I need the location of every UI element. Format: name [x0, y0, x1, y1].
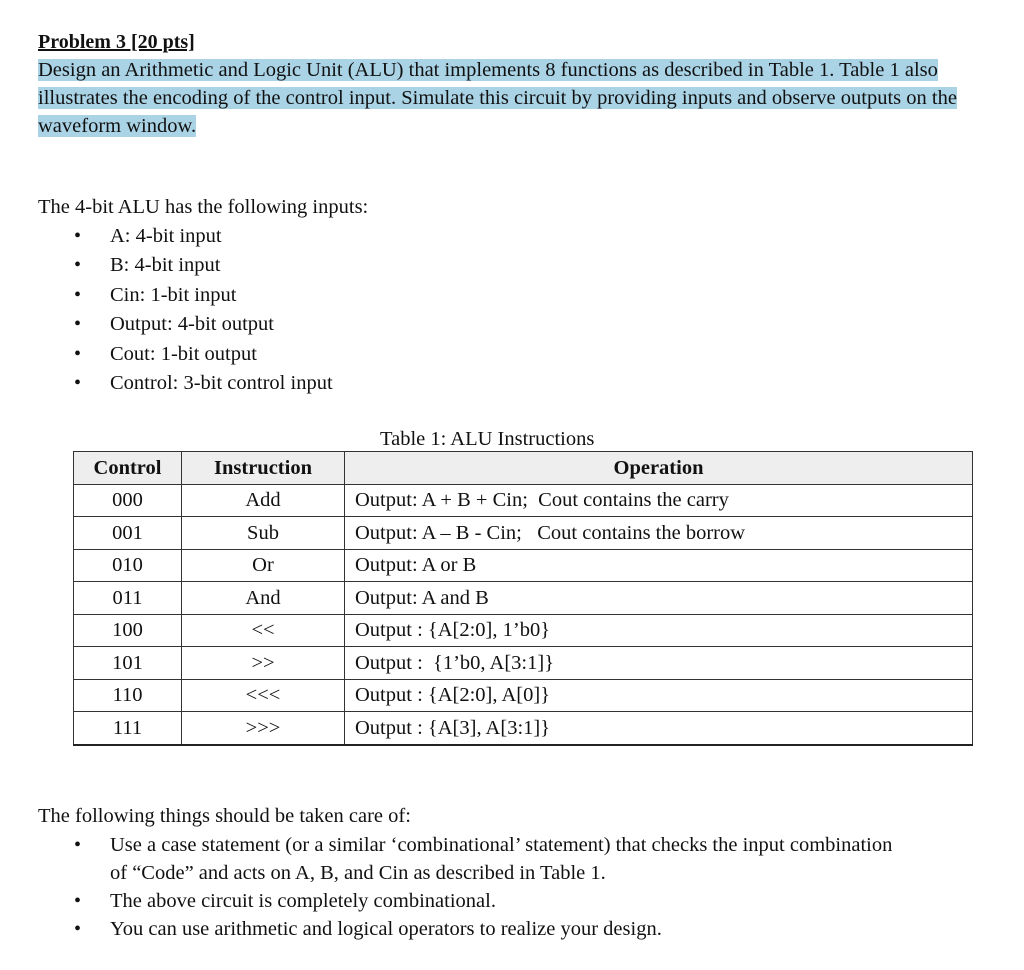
operation-cell: Output: A + B + Cin; Cout contains the carry	[345, 484, 973, 517]
instruction-cell: Sub	[182, 517, 345, 550]
inputs-lead: The 4-bit ALU has the following inputs:	[38, 196, 369, 218]
operation-cell: Output : {A[3], A[3:1]}	[345, 712, 973, 745]
instruction-cell: <<<	[182, 679, 345, 712]
header-instruction: Instruction	[182, 452, 345, 485]
list-item: • You can use arithmetic and logical operators to realize your design.	[38, 915, 910, 943]
table-row	[74, 647, 973, 680]
highlighted-intro-text[interactable]: Design an Arithmetic and Logic Unit (ALU) that implements 8 functions as described in Table 1. Table 1 also illustrates the encoding of the control input. Simulate this circuit by providing inputs and observe outputs on the waveform window.	[38, 59, 957, 137]
operation-cell: Output : {A[2:0], A[0]}	[345, 679, 973, 712]
inputs-list	[38, 222, 333, 398]
table-caption: Table 1: ALU Instructions	[380, 428, 595, 450]
table-row	[74, 712, 973, 745]
operation-cell: Output: A or B	[345, 549, 973, 582]
instruction-cell: Or	[182, 549, 345, 582]
table-row	[74, 517, 973, 550]
instruction-cell: <<	[182, 614, 345, 647]
instruction-cell: And	[182, 582, 345, 615]
control-cell: 010	[74, 549, 182, 582]
header-control: Control	[74, 452, 182, 485]
table-row	[74, 484, 973, 517]
control-cell: 100	[74, 614, 182, 647]
control-cell: 011	[74, 582, 182, 615]
control-cell: 001	[74, 517, 182, 550]
list-item: • Output: 4-bit output	[38, 310, 333, 339]
list-item: • B: 4-bit input	[38, 251, 333, 280]
operation-cell: Output : {1’b0, A[3:1]}	[345, 647, 973, 680]
control-cell: 101	[74, 647, 182, 680]
notes-list	[38, 831, 910, 943]
alu-instructions-table	[73, 451, 973, 746]
notes-lead: The following things should be taken care of:	[38, 805, 411, 827]
table-row	[74, 679, 973, 712]
control-cell: 000	[74, 484, 182, 517]
header-operation: Operation	[345, 452, 973, 485]
operation-cell: Output: A and B	[345, 582, 973, 615]
operation-cell: Output: A – B - Cin; Cout contains the borrow	[345, 517, 973, 550]
instruction-cell: >>>	[182, 712, 345, 745]
table-row	[74, 614, 973, 647]
list-item: • A: 4-bit input	[38, 222, 333, 251]
problem-heading: Problem 3 [20 pts]	[38, 31, 195, 53]
instruction-cell: Add	[182, 484, 345, 517]
instruction-cell: >>	[182, 647, 345, 680]
list-item: • Cout: 1-bit output	[38, 340, 333, 369]
table-header-row	[74, 452, 973, 485]
problem-intro	[38, 56, 998, 140]
list-item: • Use a case statement (or a similar ‘combinational’ statement) that checks the input combination of “Code” and acts on A, B, and Cin as described in Table 1.	[38, 831, 910, 887]
operation-cell: Output : {A[2:0], 1’b0}	[345, 614, 973, 647]
table-row	[74, 582, 973, 615]
list-item: • Control: 3-bit control input	[38, 369, 333, 398]
table-row	[74, 549, 973, 582]
control-cell: 111	[74, 712, 182, 745]
list-item: • The above circuit is completely combinational.	[38, 887, 910, 915]
list-item: • Cin: 1-bit input	[38, 281, 333, 310]
control-cell: 110	[74, 679, 182, 712]
